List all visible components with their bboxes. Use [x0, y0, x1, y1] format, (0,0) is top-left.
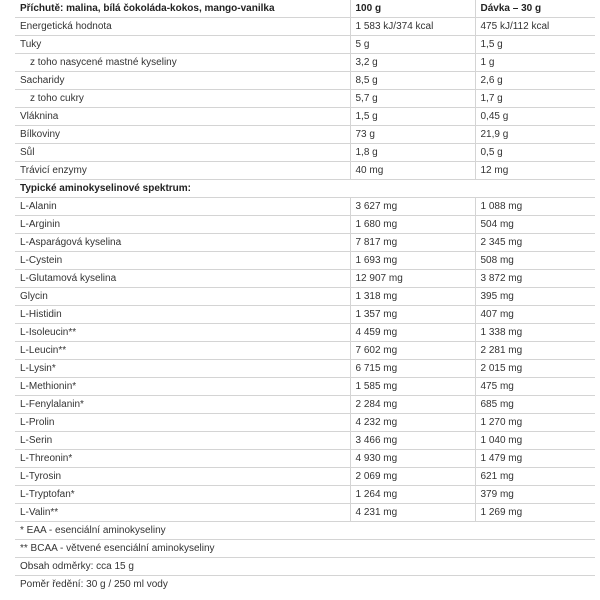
amino-row — [15, 396, 595, 414]
nutrition-row — [15, 162, 595, 180]
nutrient-name: L-Cystein — [15, 252, 350, 270]
value-per-100g: 5 g — [350, 36, 475, 54]
amino-row — [15, 234, 595, 252]
value-per-100g: 4 231 mg — [350, 504, 475, 522]
amino-row — [15, 324, 595, 342]
nutrient-name: z toho cukry — [15, 90, 350, 108]
value-per-serving: 3 872 mg — [475, 270, 595, 288]
value-per-serving: 475 mg — [475, 378, 595, 396]
amino-row — [15, 216, 595, 234]
nutrient-name: L-Isoleucin** — [15, 324, 350, 342]
value-per-serving: 407 mg — [475, 306, 595, 324]
value-per-100g: 4 930 mg — [350, 450, 475, 468]
nutrient-name: L-Alanin — [15, 198, 350, 216]
value-per-100g: 6 715 mg — [350, 360, 475, 378]
table-header-row — [15, 0, 595, 18]
amino-section-title: Typické aminokyselinové spektrum: — [15, 180, 595, 198]
value-per-serving: 508 mg — [475, 252, 595, 270]
value-per-100g: 73 g — [350, 126, 475, 144]
per-100g-header: 100 g — [350, 0, 475, 18]
amino-row — [15, 306, 595, 324]
value-per-serving: 1 338 mg — [475, 324, 595, 342]
nutrient-name: Vláknina — [15, 108, 350, 126]
nutrient-name: Sůl — [15, 144, 350, 162]
nutrition-row — [15, 108, 595, 126]
nutrient-name: L-Tyrosin — [15, 468, 350, 486]
value-per-100g: 1 357 mg — [350, 306, 475, 324]
nutrient-name: Bílkoviny — [15, 126, 350, 144]
value-per-100g: 3 627 mg — [350, 198, 475, 216]
nutrient-name: L-Serin — [15, 432, 350, 450]
value-per-serving: 2 281 mg — [475, 342, 595, 360]
amino-row — [15, 360, 595, 378]
nutrition-table — [15, 0, 595, 522]
value-per-serving: 1 269 mg — [475, 504, 595, 522]
amino-row — [15, 288, 595, 306]
amino-row — [15, 450, 595, 468]
value-per-serving: 621 mg — [475, 468, 595, 486]
per-serving-header: Dávka – 30 g — [475, 0, 595, 18]
footnote: ** BCAA - větvené esenciální aminokyseliny — [15, 540, 595, 558]
nutrition-row — [15, 90, 595, 108]
value-per-100g: 40 mg — [350, 162, 475, 180]
nutrition-row — [15, 72, 595, 90]
nutrient-name: L-Prolin — [15, 414, 350, 432]
nutrient-name: z toho nasycené mastné kyseliny — [15, 54, 350, 72]
value-per-100g: 2 069 mg — [350, 468, 475, 486]
value-per-serving: 1 479 mg — [475, 450, 595, 468]
value-per-serving: 395 mg — [475, 288, 595, 306]
value-per-100g: 3 466 mg — [350, 432, 475, 450]
amino-row — [15, 378, 595, 396]
value-per-serving: 475 kJ/112 kcal — [475, 18, 595, 36]
nutrient-name: L-Leucin** — [15, 342, 350, 360]
value-per-100g: 7 602 mg — [350, 342, 475, 360]
nutrition-row — [15, 18, 595, 36]
value-per-100g: 1,5 g — [350, 108, 475, 126]
footnote: * EAA - esenciální aminokyseliny — [15, 522, 595, 540]
value-per-serving: 685 mg — [475, 396, 595, 414]
value-per-serving: 12 mg — [475, 162, 595, 180]
flavors-header: Příchutě: malina, bílá čokoláda-kokos, mango-vanilka — [15, 0, 350, 18]
value-per-100g: 1 693 mg — [350, 252, 475, 270]
nutrition-row — [15, 144, 595, 162]
nutrient-name: L-Threonin* — [15, 450, 350, 468]
value-per-100g: 4 459 mg — [350, 324, 475, 342]
footnote: Obsah odměrky: cca 15 g — [15, 558, 595, 576]
nutrient-name: Tuky — [15, 36, 350, 54]
nutrient-name: Glycin — [15, 288, 350, 306]
nutrient-name: L-Glutamová kyselina — [15, 270, 350, 288]
amino-row — [15, 198, 595, 216]
value-per-100g: 1 318 mg — [350, 288, 475, 306]
value-per-serving: 1 270 mg — [475, 414, 595, 432]
nutrient-name: L-Methionin* — [15, 378, 350, 396]
value-per-100g: 12 907 mg — [350, 270, 475, 288]
value-per-100g: 1 585 mg — [350, 378, 475, 396]
nutrition-row — [15, 126, 595, 144]
value-per-serving: 21,9 g — [475, 126, 595, 144]
value-per-100g: 8,5 g — [350, 72, 475, 90]
value-per-100g: 7 817 mg — [350, 234, 475, 252]
value-per-100g: 1,8 g — [350, 144, 475, 162]
value-per-serving: 1,7 g — [475, 90, 595, 108]
value-per-serving: 0,5 g — [475, 144, 595, 162]
amino-row — [15, 504, 595, 522]
nutrient-name: Trávicí enzymy — [15, 162, 350, 180]
value-per-100g: 5,7 g — [350, 90, 475, 108]
value-per-serving: 1 088 mg — [475, 198, 595, 216]
value-per-serving: 2 015 mg — [475, 360, 595, 378]
nutrient-name: L-Fenylalanin* — [15, 396, 350, 414]
footnote: Poměr ředění: 30 g / 250 ml vody — [20, 579, 168, 590]
value-per-100g: 3,2 g — [350, 54, 475, 72]
amino-row — [15, 468, 595, 486]
amino-row — [15, 252, 595, 270]
value-per-serving: 504 mg — [475, 216, 595, 234]
value-per-100g: 1 680 mg — [350, 216, 475, 234]
nutrient-name: L-Lysin* — [15, 360, 350, 378]
value-per-100g: 4 232 mg — [350, 414, 475, 432]
value-per-serving: 0,45 g — [475, 108, 595, 126]
value-per-serving: 2 345 mg — [475, 234, 595, 252]
amino-row — [15, 342, 595, 360]
value-per-serving: 1,5 g — [475, 36, 595, 54]
nutrient-name: L-Arginin — [15, 216, 350, 234]
nutrient-name: Sacharidy — [15, 72, 350, 90]
value-per-100g: 2 284 mg — [350, 396, 475, 414]
amino-row — [15, 432, 595, 450]
nutrition-row — [15, 54, 595, 72]
nutrient-name: L-Valin** — [15, 504, 350, 522]
value-per-serving: 379 mg — [475, 486, 595, 504]
value-per-serving: 2,6 g — [475, 72, 595, 90]
nutrient-name: L-Asparágová kyselina — [15, 234, 350, 252]
value-per-100g: 1 264 mg — [350, 486, 475, 504]
value-per-serving: 1 g — [475, 54, 595, 72]
nutrient-name: L-Tryptofan* — [15, 486, 350, 504]
nutrient-name: L-Histidin — [15, 306, 350, 324]
value-per-100g: 1 583 kJ/374 kcal — [350, 18, 475, 36]
footnotes — [15, 522, 595, 593]
amino-row — [15, 414, 595, 432]
nutrient-name: Energetická hodnota — [15, 18, 350, 36]
nutrition-row — [15, 36, 595, 54]
amino-row — [15, 270, 595, 288]
value-per-serving: 1 040 mg — [475, 432, 595, 450]
amino-section-row — [15, 180, 595, 198]
amino-row — [15, 486, 595, 504]
